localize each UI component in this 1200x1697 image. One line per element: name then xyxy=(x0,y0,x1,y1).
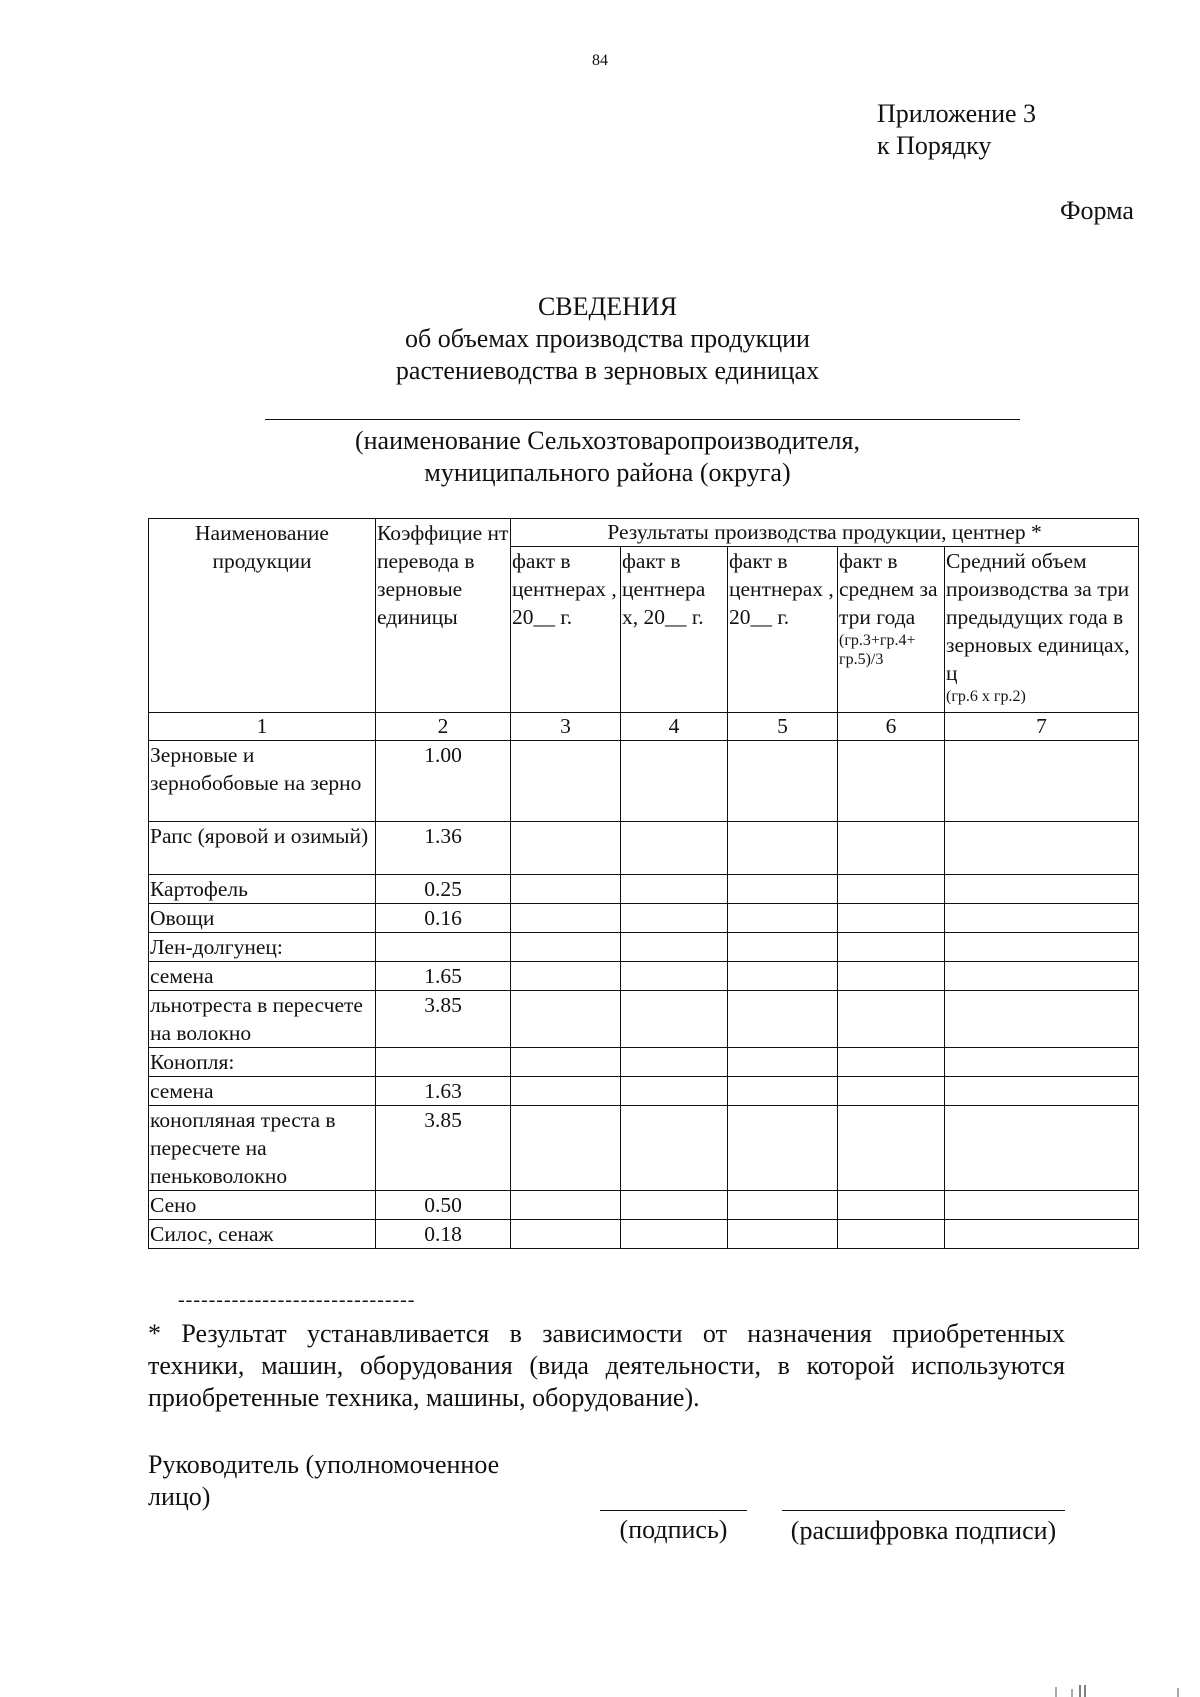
table-row xyxy=(149,962,1139,991)
column-number-row xyxy=(149,713,1139,741)
empty-value-cell[interactable] xyxy=(838,933,945,962)
column-number: 6 xyxy=(838,713,945,741)
empty-value-cell[interactable] xyxy=(945,1048,1139,1077)
header-col-4: факт в центнера х, 20__ г. xyxy=(621,547,728,713)
product-name-cell: семена xyxy=(149,1077,376,1106)
product-name-cell: Лен-долгунец: xyxy=(149,933,376,962)
header-col-7-formula: (гр.6 х гр.2) xyxy=(946,688,1026,705)
empty-value-cell[interactable] xyxy=(511,1077,621,1106)
caption-line-1: (наименование Сельхозтоваропроизводителя, xyxy=(354,426,860,455)
empty-value-cell[interactable] xyxy=(728,875,838,904)
empty-value-cell[interactable] xyxy=(728,962,838,991)
signature-decode-caption: (расшифровка подписи) xyxy=(790,1516,1057,1545)
empty-value-cell[interactable] xyxy=(511,822,621,875)
coefficient-cell: 0.16 xyxy=(376,904,511,933)
empty-value-cell[interactable] xyxy=(945,962,1139,991)
empty-value-cell[interactable] xyxy=(621,1106,728,1191)
header-production-results: Результаты производства продукции, центнер * xyxy=(511,519,1139,547)
signature-line xyxy=(600,1510,747,1511)
empty-value-cell[interactable] xyxy=(838,1048,945,1077)
table-row xyxy=(149,991,1139,1048)
empty-value-cell[interactable] xyxy=(511,1220,621,1249)
empty-value-cell[interactable] xyxy=(621,1048,728,1077)
column-number: 3 xyxy=(511,713,621,741)
product-name-cell: Сено xyxy=(149,1191,376,1220)
table-row xyxy=(149,904,1139,933)
table-body xyxy=(149,741,1139,1249)
coefficient-cell: 0.25 xyxy=(376,875,511,904)
coefficient-cell: 1.65 xyxy=(376,962,511,991)
product-name-cell: конопляная треста в пересчете на пеньковолокно xyxy=(149,1106,376,1191)
empty-value-cell[interactable] xyxy=(838,1077,945,1106)
product-name-cell: Картофель xyxy=(149,875,376,904)
header-product-name: Наименование продукции xyxy=(149,519,376,713)
empty-value-cell[interactable] xyxy=(621,1077,728,1106)
column-number: 5 xyxy=(728,713,838,741)
appendix-line-1: Приложение 3 xyxy=(877,99,1037,128)
empty-value-cell[interactable] xyxy=(945,1106,1139,1191)
empty-value-cell[interactable] xyxy=(945,875,1139,904)
producer-name-line xyxy=(265,419,1020,420)
title-heading: СВЕДЕНИЯ xyxy=(537,292,678,321)
empty-value-cell[interactable] xyxy=(621,1191,728,1220)
empty-value-cell[interactable] xyxy=(838,822,945,875)
empty-value-cell[interactable] xyxy=(945,822,1139,875)
empty-value-cell[interactable] xyxy=(945,1191,1139,1220)
empty-value-cell[interactable] xyxy=(511,1048,621,1077)
product-name-cell: льнотреста в пересчете на волокно xyxy=(149,991,376,1048)
column-number: 2 xyxy=(376,713,511,741)
empty-value-cell[interactable] xyxy=(728,1048,838,1077)
empty-value-cell[interactable] xyxy=(621,875,728,904)
empty-value-cell[interactable] xyxy=(945,1220,1139,1249)
document-title xyxy=(0,291,1200,387)
table-row xyxy=(149,875,1139,904)
empty-value-cell[interactable] xyxy=(728,904,838,933)
empty-value-cell[interactable] xyxy=(621,962,728,991)
header-col-5: факт в центнерах , 20__ г. xyxy=(728,547,838,713)
empty-value-cell[interactable] xyxy=(728,1106,838,1191)
appendix-note xyxy=(877,98,1036,162)
empty-value-cell[interactable] xyxy=(511,1191,621,1220)
empty-value-cell[interactable] xyxy=(838,1220,945,1249)
producer-name-caption xyxy=(0,425,1200,489)
header-col-3: факт в центнерах , 20__ г. xyxy=(511,547,621,713)
empty-value-cell[interactable] xyxy=(838,962,945,991)
caption-line-2: муниципального района (округа) xyxy=(424,458,791,487)
product-name-cell: Овощи xyxy=(149,904,376,933)
product-name-cell: Конопля: xyxy=(149,1048,376,1077)
coefficient-cell: 3.85 xyxy=(376,991,511,1048)
product-name-cell: семена xyxy=(149,962,376,991)
empty-value-cell[interactable] xyxy=(728,1220,838,1249)
empty-value-cell[interactable] xyxy=(621,1220,728,1249)
empty-value-cell[interactable] xyxy=(621,933,728,962)
empty-value-cell[interactable] xyxy=(511,741,621,822)
signature-caption: (подпись) xyxy=(619,1515,728,1544)
header-col-7 xyxy=(945,547,1139,713)
table-row xyxy=(149,822,1139,875)
table-row xyxy=(149,1191,1139,1220)
signature-decode-line xyxy=(782,1510,1065,1511)
empty-value-cell[interactable] xyxy=(728,933,838,962)
table-row xyxy=(149,1077,1139,1106)
header-col-6-text: факт в среднем за три года xyxy=(839,549,938,629)
form-label: Форма xyxy=(1060,196,1134,225)
title-line-3: растениеводства в зерновых единицах xyxy=(395,356,820,385)
coefficient-cell: 1.36 xyxy=(376,822,511,875)
column-number: 7 xyxy=(945,713,1139,741)
empty-value-cell[interactable] xyxy=(621,991,728,1048)
empty-value-cell[interactable] xyxy=(838,991,945,1048)
empty-value-cell[interactable] xyxy=(511,904,621,933)
product-name-cell: Зерновые и зернобобовые на зерно xyxy=(149,741,376,822)
coefficient-cell: 1.63 xyxy=(376,1077,511,1106)
scan-corner-marks xyxy=(1052,1683,1182,1697)
table-row xyxy=(149,1106,1139,1191)
empty-value-cell[interactable] xyxy=(838,904,945,933)
coefficient-cell: 0.50 xyxy=(376,1191,511,1220)
empty-value-cell[interactable] xyxy=(945,1077,1139,1106)
empty-value-cell[interactable] xyxy=(621,822,728,875)
page-number: 84 xyxy=(592,52,608,69)
empty-value-cell[interactable] xyxy=(945,933,1139,962)
footnote-separator: ------------------------------- xyxy=(178,1289,416,1311)
product-name-cell: Рапс (яровой и озимый) xyxy=(149,822,376,875)
empty-value-cell[interactable] xyxy=(621,741,728,822)
coefficient-cell: 1.00 xyxy=(376,741,511,822)
empty-value-cell[interactable] xyxy=(621,904,728,933)
empty-value-cell[interactable] xyxy=(945,904,1139,933)
empty-value-cell[interactable] xyxy=(728,1077,838,1106)
table-row xyxy=(149,1048,1139,1077)
header-coefficient: Коэффицие нт перевода в зерновые единицы xyxy=(376,519,511,713)
empty-value-cell[interactable] xyxy=(511,933,621,962)
coefficient-cell xyxy=(376,1048,511,1077)
empty-value-cell[interactable] xyxy=(838,875,945,904)
empty-value-cell[interactable] xyxy=(728,1191,838,1220)
empty-value-cell[interactable] xyxy=(838,1191,945,1220)
empty-value-cell[interactable] xyxy=(511,1106,621,1191)
empty-value-cell[interactable] xyxy=(945,741,1139,822)
title-line-2: об объемах производства продукции xyxy=(405,324,810,353)
header-col-7-text: Средний объем производства за три предыдущих года в зерновых единицах, ц xyxy=(946,549,1130,685)
empty-value-cell[interactable] xyxy=(838,741,945,822)
product-name-cell: Силос, сенаж xyxy=(149,1220,376,1249)
footnote: * Результат устанавливается в зависимости от назначения приобретенных техники, машин, оборудования (вида деятельности, в которой используются приобретенные техника, машины, оборудование). xyxy=(148,1319,1065,1412)
empty-value-cell[interactable] xyxy=(945,991,1139,1048)
production-table xyxy=(148,518,1139,1249)
signer-label: Руководитель (уполномоченное лицо) xyxy=(148,1450,500,1511)
appendix-line-2: к Порядку xyxy=(877,131,992,160)
coefficient-cell: 3.85 xyxy=(376,1106,511,1191)
empty-value-cell[interactable] xyxy=(511,991,621,1048)
table-row xyxy=(149,1220,1139,1249)
table-row xyxy=(149,741,1139,822)
column-number: 1 xyxy=(149,713,376,741)
header-col-6-formula: (гр.3+гр.4+ гр.5)/3 xyxy=(839,632,916,668)
empty-value-cell[interactable] xyxy=(511,875,621,904)
coefficient-cell: 0.18 xyxy=(376,1220,511,1249)
column-number: 4 xyxy=(621,713,728,741)
empty-value-cell[interactable] xyxy=(511,962,621,991)
empty-value-cell[interactable] xyxy=(838,1106,945,1191)
coefficient-cell xyxy=(376,933,511,962)
empty-value-cell[interactable] xyxy=(728,991,838,1048)
empty-value-cell[interactable] xyxy=(728,741,838,822)
empty-value-cell[interactable] xyxy=(728,822,838,875)
table-row xyxy=(149,933,1139,962)
header-col-6 xyxy=(838,547,945,713)
